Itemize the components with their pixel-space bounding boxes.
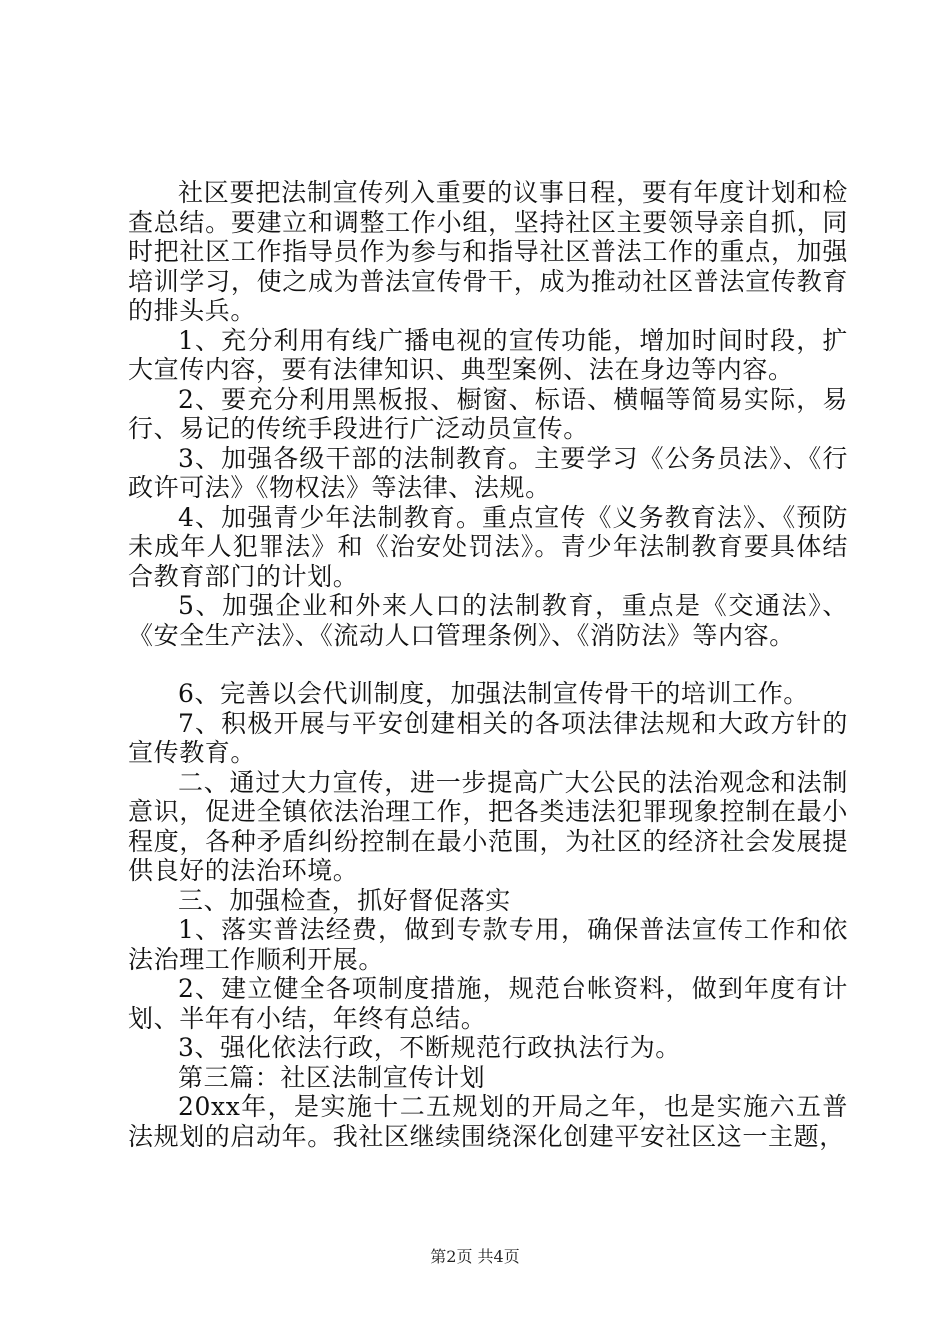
- chapter-heading: 第三篇：社区法制宣传计划: [178, 1062, 486, 1092]
- paragraph-item-4: 4、加强青少年法制教育。重点宣传《义务教育法》、《预防未成年人犯罪法》和《治安处罚法》。青少年法制教育要具体结合教育部门的计划。: [128, 502, 848, 591]
- section-heading-3: 三、加强检查，抓好督促落实: [178, 885, 511, 915]
- paragraph-item-2: 2、要充分利用黑板报、橱窗、标语、横幅等简易实际，易行、易记的传统手段进行广泛动员宣传。: [128, 384, 848, 443]
- paragraph-item-6: 6、完善以会代训制度，加强法制宣传骨干的培训工作。: [178, 679, 809, 708]
- paragraph-item-5: 5、加强企业和外来人口的法制教育，重点是《交通法》、《安全生产法》、《流动人口管理条例》、《消防法》等内容。: [128, 591, 848, 650]
- paragraph-intro: 社区要把法制宣传列入重要的议事日程，要有年度计划和检查总结。要建立和调整工作小组，坚持社区主要领导亲自抓，同时把社区工作指导员作为参与和指导社区普法工作的重点，加强培训学习，使之成为普法宣传骨干，成为推动社区普法宣传教育的排头兵。: [128, 178, 848, 325]
- paragraph-item-7: 7、积极开展与平安创建相关的各项法律法规和大政方针的宣传教育。: [128, 708, 848, 767]
- paragraph-check-2: 2、建立健全各项制度措施，规范台帐资料，做到年度有计划、半年有小结，年终有总结。: [128, 974, 848, 1033]
- paragraph-section-2: 二、通过大力宣传，进一步提高广大公民的法治观念和法制意识，促进全镇依法治理工作，把各类违法犯罪现象控制在最小程度，各种矛盾纠纷控制在最小范围，为社区的经济社会发展提供良好的法治环境。: [128, 767, 848, 885]
- paragraph-chapter-intro: 20xx年，是实施十二五规划的开局之年，也是实施六五普法规划的启动年。我社区继续围绕深化创建平安社区这一主题，: [128, 1092, 848, 1151]
- paragraph-item-1: 1、充分利用有线广播电视的宣传功能，增加时间时段，扩大宣传内容，要有法律知识、典型案例、法在身边等内容。: [128, 325, 848, 384]
- paragraph-check-3: 3、强化依法行政，不断规范行政执法行为。: [178, 1033, 681, 1062]
- document-body: [128, 178, 848, 1151]
- paragraph-check-1: 1、落实普法经费，做到专款专用，确保普法宣传工作和依法治理工作顺利开展。: [128, 915, 848, 974]
- paragraph-item-3: 3、加强各级干部的法制教育。主要学习《公务员法》、《行政许可法》《物权法》等法律、法规。: [128, 443, 848, 502]
- page-number-footer: 第2页 共4页: [430, 1247, 520, 1266]
